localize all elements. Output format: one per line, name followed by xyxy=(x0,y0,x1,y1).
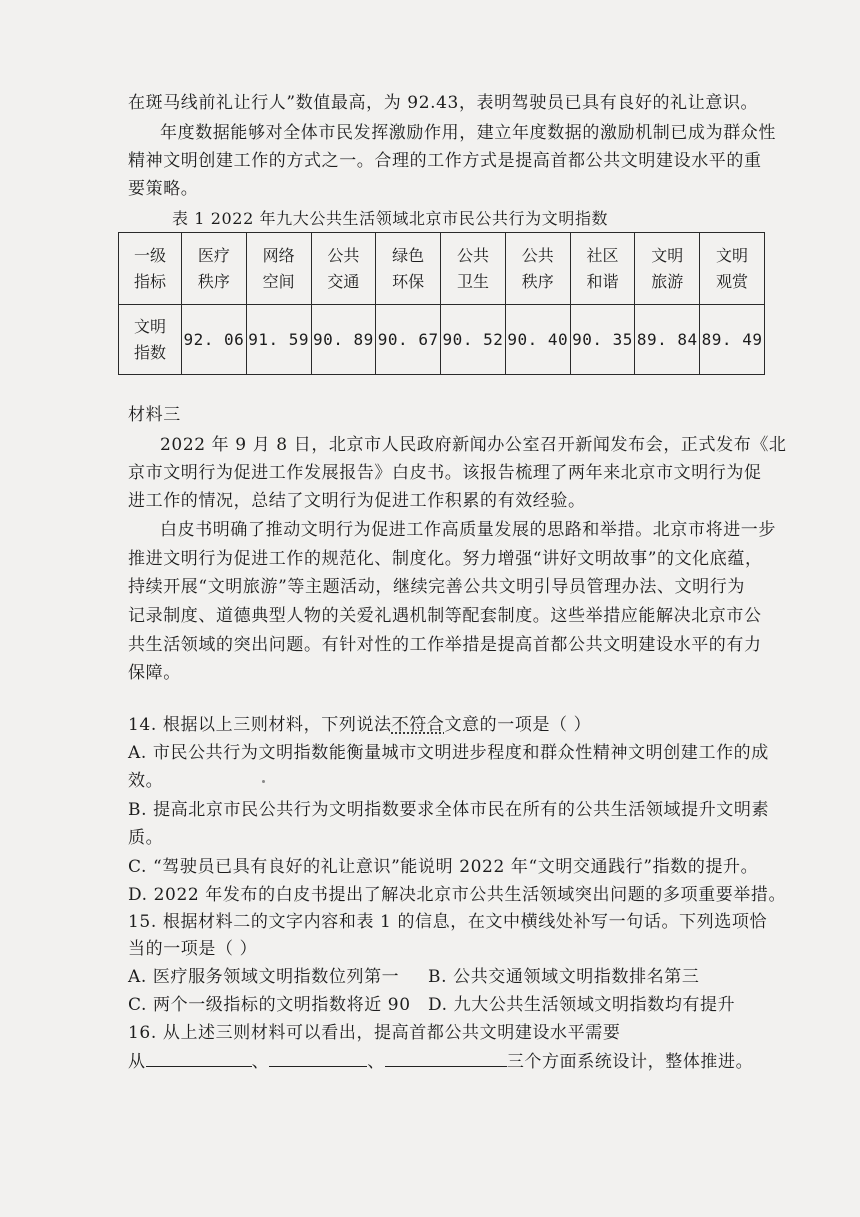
q14-option-d: D. 2022 年发布的白皮书提出了解决北京市公共生活领域突出问题的多项重要举措。 xyxy=(128,885,787,905)
header-cell xyxy=(505,233,570,305)
header-top: 文明 xyxy=(716,245,749,265)
row-label-top: 文明 xyxy=(133,316,166,336)
q15-stem-line-2: 当的一项是（ ） xyxy=(128,939,258,959)
m3-para2-line-2: 推进文明行为促进工作的规范化、制度化。努力增强“讲好文明故事”的文化底蕴， xyxy=(128,549,763,569)
m2-para2-line-2: 精神文明创建工作的方式之一。合理的工作方式是提高首都公共文明建设水平的重 xyxy=(128,151,762,171)
header-bottom: 交通 xyxy=(327,271,360,291)
header-top: 医疗 xyxy=(197,245,230,265)
q15-option-c: C. 两个一级指标的文明指数将近 90 xyxy=(128,995,411,1015)
header-cell xyxy=(570,233,635,305)
value-cell: 90. 67 xyxy=(376,305,441,375)
header-bottom: 和谐 xyxy=(586,271,619,291)
q14-option-a-line-2: 效。 xyxy=(128,771,164,791)
header-bottom: 旅游 xyxy=(651,271,684,291)
m3-para1-line-1: 2022 年 9 月 8 日，北京市人民政府新闻办公室召开新闻发布会，正式发布《北 xyxy=(160,435,787,455)
header-bottom: 空间 xyxy=(262,271,295,291)
row-label-bottom: 指数 xyxy=(133,342,166,362)
q16-blank-2[interactable] xyxy=(269,1052,367,1067)
q16-tail: 三个方面系统设计，整体推进。 xyxy=(506,1052,754,1072)
header-label-cell xyxy=(119,233,182,305)
q15-option-b: B. 公共交通领域文明指数排名第三 xyxy=(428,967,700,987)
header-bottom: 秩序 xyxy=(521,271,554,291)
header-bottom: 观赏 xyxy=(716,271,749,291)
header-top: 公共 xyxy=(521,245,554,265)
value-cell: 89. 49 xyxy=(700,305,765,375)
q16-blank-3[interactable] xyxy=(385,1052,507,1067)
q14-option-b-line-2: 质。 xyxy=(128,828,164,848)
q16-lead: 从 xyxy=(128,1052,146,1072)
header-cell xyxy=(182,233,247,305)
value-cell: 89. 84 xyxy=(635,305,700,375)
m3-title: 材料三 xyxy=(128,405,181,425)
q16-separator-1: 、 xyxy=(251,1052,270,1072)
q14-stem xyxy=(128,714,591,736)
q14-option-b-line-1: B. 提高北京市民公共行为文明指数要求全体市民在所有的公共生活领域提升文明素 xyxy=(128,800,770,820)
header-label-bottom: 指标 xyxy=(133,271,166,291)
scan-speck xyxy=(262,780,265,783)
value-cell: 90. 40 xyxy=(505,305,570,375)
q16-blank-1[interactable] xyxy=(146,1052,252,1067)
m3-para2-line-5: 共生活领域的突出问题。有针对性的工作举措是提高首都公共文明建设水平的有力 xyxy=(128,635,762,655)
header-top: 公共 xyxy=(456,245,489,265)
q16-stem: 16. 从上述三则材料可以看出，提高首都公共文明建设水平需要 xyxy=(128,1023,621,1043)
table-value-row xyxy=(119,305,765,375)
header-label-top: 一级 xyxy=(133,245,166,265)
m3-para2-line-1: 白皮书明确了推动文明行为促进工作高质量发展的思路和举措。北京市将进一步 xyxy=(160,520,776,540)
header-cell xyxy=(700,233,765,305)
q14-stem-after: 文意的一项是（ ） xyxy=(444,715,592,735)
q14-option-c: C. “驾驶员已具有良好的礼让意识”能说明 2022 年“文明交通践行”指数的提升。 xyxy=(128,857,759,877)
m2-line-1: 在斑马线前礼让行人”数值最高，为 92.43，表明驾驶员已具有良好的礼让意识。 xyxy=(128,93,759,113)
q15-stem-line-1: 15. 根据材料二的文字内容和表 1 的信息，在文中横线处补写一句话。下列选项恰 xyxy=(128,912,768,932)
header-cell xyxy=(376,233,441,305)
q16-fill-line xyxy=(128,1051,753,1073)
header-cell xyxy=(311,233,376,305)
header-cell xyxy=(635,233,700,305)
q14-option-a-line-1: A. 市民公共行为文明指数能衡量城市文明进步程度和群众性精神文明创建工作的成 xyxy=(128,743,769,763)
header-bottom: 环保 xyxy=(392,271,425,291)
header-top: 公共 xyxy=(327,245,360,265)
row-label-cell xyxy=(119,305,182,375)
m3-para1-line-3: 进工作的情况，总结了文明行为促进工作积累的有效经验。 xyxy=(128,491,586,511)
value-cell: 90. 35 xyxy=(570,305,635,375)
q14-stem-emphasis: 不符合 xyxy=(391,715,445,735)
value-cell: 92. 06 xyxy=(182,305,247,375)
m3-para1-line-2: 京市文明行为促进工作发展报告》白皮书。该报告梳理了两年来北京市文明行为促 xyxy=(128,463,762,483)
header-cell xyxy=(246,233,311,305)
m3-para2-line-6: 保障。 xyxy=(128,663,181,683)
m3-para2-line-3: 持续开展“文明旅游”等主题活动，继续完善公共文明引导员管理办法、文明行为 xyxy=(128,577,745,597)
header-cell xyxy=(441,233,506,305)
q15-option-a: A. 医疗服务领域文明指数位列第一 xyxy=(128,967,400,987)
q14-stem-before: 14. 根据以上三则材料，下列说法 xyxy=(128,715,392,735)
header-bottom: 秩序 xyxy=(197,271,230,291)
q16-separator-2: 、 xyxy=(367,1052,385,1072)
value-cell: 91. 59 xyxy=(246,305,311,375)
header-top: 网络 xyxy=(262,245,295,265)
q15-option-d: D. 九大公共生活领域文明指数均有提升 xyxy=(428,995,736,1015)
value-cell: 90. 52 xyxy=(441,305,506,375)
value-cell: 90. 89 xyxy=(311,305,376,375)
header-bottom: 卫生 xyxy=(456,271,489,291)
m3-para2-line-4: 记录制度、道德典型人物的关爱礼遇机制等配套制度。这些举措应能解决北京市公 xyxy=(128,606,762,626)
table-caption: 表 1 2022 年九大公共生活领域北京市民公共行为文明指数 xyxy=(172,209,609,228)
m2-para2-line-1: 年度数据能够对全体市民发挥激励作用，建立年度数据的激励机制已成为群众性 xyxy=(160,123,776,143)
m2-para2-line-3: 要策略。 xyxy=(128,179,199,199)
civility-index-table xyxy=(118,232,765,375)
table-header-row xyxy=(119,233,765,305)
header-top: 社区 xyxy=(586,245,619,265)
header-top: 绿色 xyxy=(392,245,425,265)
header-top: 文明 xyxy=(651,245,684,265)
